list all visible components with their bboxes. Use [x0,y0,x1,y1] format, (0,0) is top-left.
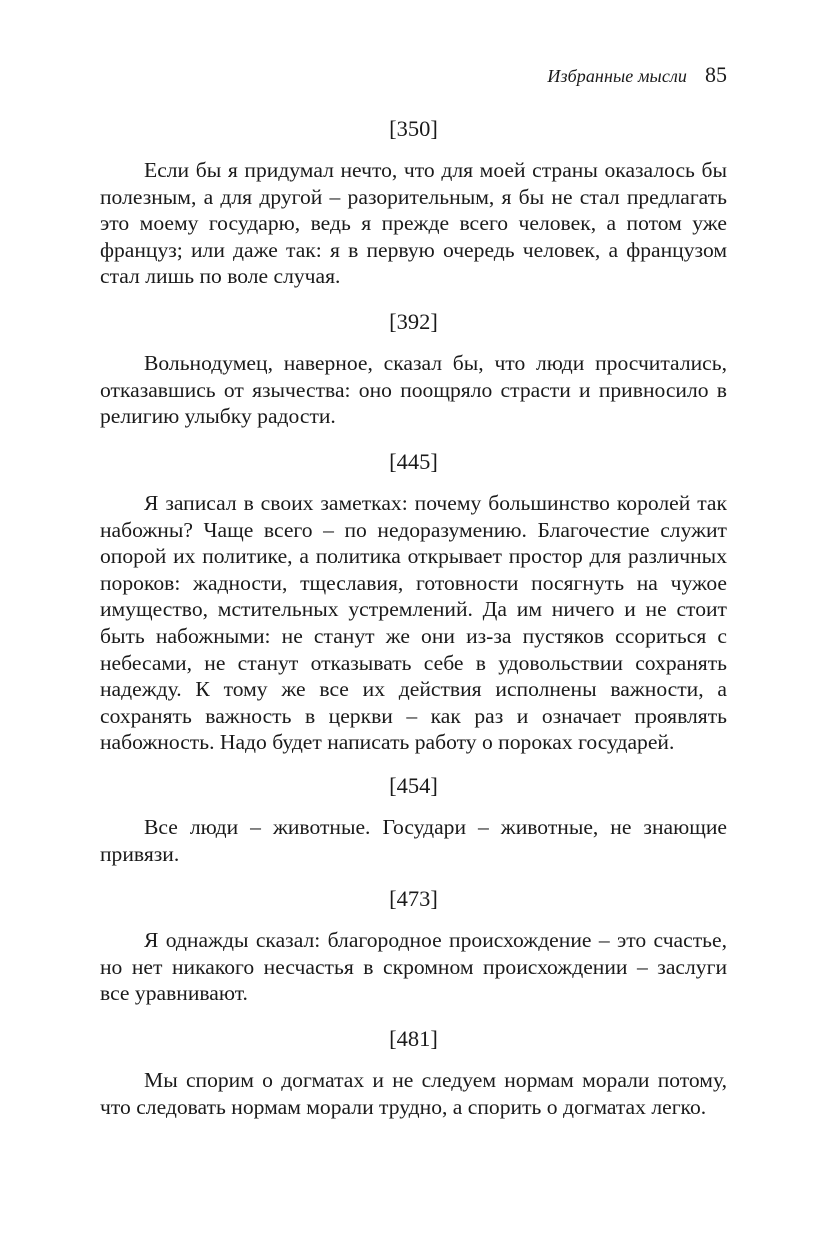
entry-text: Если бы я придумал нечто, что для моей страны оказалось бы полезным, а для другой – разорительным, я бы не стал предлагать это моему государю, ведь я прежде всего человек, а потом уже француз; или даже так: я в первую очередь человек, а французом стал лишь по воле случая. [100,158,727,289]
entry-392 [100,307,727,430]
entry-454 [100,771,727,867]
entry-number: [392] [389,309,438,334]
entry-number: [454] [389,773,438,798]
entry-number: [481] [389,1026,438,1051]
running-title: Избранные мысли [547,66,687,86]
entry-text: Мы спорим о догматах и не следуем нормам морали потому, что следовать нормам морали трудно, а спорить о догматах легко. [100,1068,727,1119]
entry-text: Я однажды сказал: благородное происхождение – это счастье, но нет никакого несчастья в скромном происхождении – заслуги все уравнивают. [100,928,727,1006]
entry-text: Вольнодумец, наверное, сказал бы, что люди просчитались, отказавшись от язычества: оно поощряло страсти и привносило в религию улыбку радости. [100,351,727,429]
page-number: 85 [705,62,727,87]
entry-number: [445] [389,449,438,474]
running-head [547,62,727,88]
entry-473 [100,884,727,1007]
book-page [100,0,727,1241]
entry-445 [100,447,727,756]
entry-text: Я записал в своих заметках: почему большинство королей так набожны? Чаще всего – по недоразумению. Благочестие служит опорой их политике, а политика открывает простор для различных пороков: жадности, тщеславия, готовности посягнуть на чужое имущество, мстительных устремлений. Да им ничего и не стоит быть набожными: не станут же они из-за пустяков ссориться с небесами, не станут отказывать себе в удовольствии сохранять надежду. К тому же все их действия исполнены важности, а сохранять важность в церкви – как раз и означает проявлять набожность. Надо будет написать работу о пороках государей. [100,491,727,755]
entry-number: [350] [389,116,438,141]
entry-text: Все люди – животные. Государи – животные, не знающие привязи. [100,815,727,866]
entry-number: [473] [389,886,438,911]
entry-481 [100,1024,727,1120]
entry-350 [100,114,727,290]
